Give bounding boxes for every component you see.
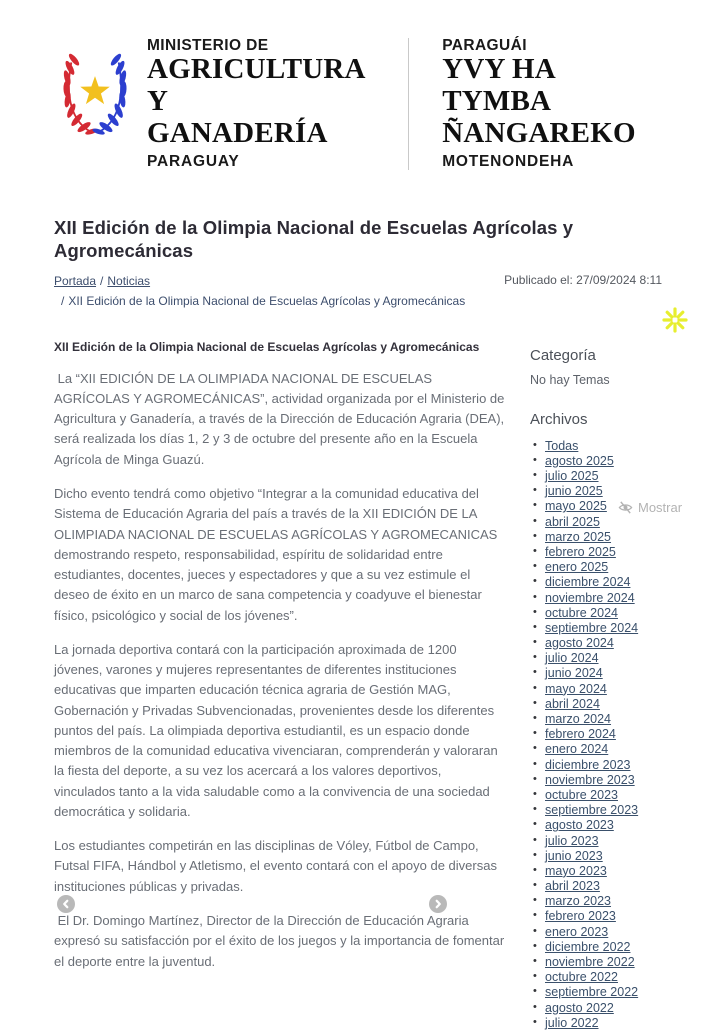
- archive-item: [545, 681, 689, 696]
- archive-item: [545, 590, 689, 605]
- breadcrumb: [54, 272, 465, 310]
- archive-link[interactable]: junio 2024: [545, 666, 603, 681]
- article: [54, 340, 506, 1030]
- archive-link[interactable]: marzo 2023: [545, 894, 612, 909]
- breadcrumb-current: XII Edición de la Olimpia Nacional de Escuelas Agrícolas y Agromecánicas: [68, 293, 466, 308]
- archive-link[interactable]: octubre 2024: [545, 605, 618, 620]
- brand-name-gn-line1: YVY HA TYMBA: [442, 53, 555, 117]
- archive-item: [545, 848, 689, 863]
- archive-link[interactable]: septiembre 2022: [545, 985, 639, 1000]
- page-title: XII Edición de la Olimpia Nacional de Escuelas Agrícolas y Agromecánicas: [54, 216, 574, 261]
- archive-item: [545, 574, 689, 589]
- brand-footer-es: PARAGUAY: [147, 152, 240, 170]
- archive-item: [545, 605, 689, 620]
- article-paragraph: Los estudiantes competirán en las disciplinas de Vóley, Fútbol de Campo, Futsal FIFA, Hándbol y Atletismo, el evento contará con el apoyo de diversas instituciones públicas y privadas.: [54, 838, 497, 894]
- archive-link[interactable]: mayo 2023: [545, 863, 607, 878]
- archive-item: [545, 726, 689, 741]
- brand-name-es-line2: GANADERÍA: [147, 116, 328, 149]
- archive-item: [545, 650, 689, 665]
- brand-kicker-es: MINISTERIO DE: [147, 37, 269, 54]
- chevron-right-icon: [433, 899, 443, 909]
- archive-link[interactable]: abril 2023: [545, 879, 600, 894]
- archive-link[interactable]: agosto 2023: [545, 818, 614, 833]
- archive-item: [545, 1015, 689, 1030]
- archive-item: [545, 939, 689, 954]
- archive-link[interactable]: agosto 2024: [545, 636, 614, 651]
- article-heading: XII Edición de la Olimpia Nacional de Escuelas Agrícolas y Agromecánicas: [54, 339, 480, 354]
- breadcrumb-line2: [54, 292, 465, 310]
- archive-link[interactable]: julio 2022: [545, 1015, 599, 1030]
- breadcrumb-line1: [54, 272, 465, 290]
- archive-link[interactable]: octubre 2023: [545, 787, 618, 802]
- archive-item: [545, 984, 689, 999]
- archive-item: [545, 878, 689, 893]
- archive-item: [545, 893, 689, 908]
- eye-off-icon: [618, 500, 633, 515]
- archive-link[interactable]: octubre 2022: [545, 970, 618, 985]
- archive-link[interactable]: marzo 2025: [545, 529, 612, 544]
- article-paragraph: La jornada deportiva contará con la participación aproximada de 1200 jóvenes, varones y mujeres representantes de diferentes instituciones educativas que imparten educación técnica agraria de Gestión MAG, Gobernación y Privadas Subvencionadas, provenientes desde los diferentes puntos del país. La olimpiada deportiva estudiantil, es un espacio donde miembros de la comunidad educativa vivenciaran, comprenderán y valoraran la fiesta del deporte, a su vez los acercará a los valores deportivos, vinculados tanto a la vida saludable como a la convivencia de una sociedad democrática y solidaria.: [54, 641, 498, 819]
- archives-title: Archivos: [530, 410, 588, 428]
- archive-item: [545, 817, 689, 832]
- archive-link[interactable]: julio 2025: [545, 469, 599, 484]
- archive-link[interactable]: diciembre 2022: [545, 939, 631, 954]
- article-paragraph: La “XII EDICIÓN DE LA OLIMPIADA NACIONAL DE ESCUELAS AGRÍCOLAS Y AGROMECÁNICAS”, actividad organizada por el Ministerio de Agricultura y Ganadería, a través de la Dirección de Educación Agraria (DEA), será realizada los días 1, 2 y 3 de octubre del presente año en la Escuela Agrícola de Minga Guazú.: [54, 370, 505, 467]
- archive-item: [545, 483, 689, 498]
- carousel-prev-button[interactable]: [57, 895, 75, 913]
- archive-item: [545, 711, 689, 726]
- archive-item: [545, 620, 689, 635]
- archive-item: [545, 438, 689, 453]
- archive-item: [545, 559, 689, 574]
- brand-kicker-gn: PARAGUÁI: [442, 37, 527, 54]
- archives-list: [530, 438, 689, 1030]
- archive-item: [545, 924, 689, 939]
- category-title: Categoría: [530, 346, 596, 364]
- archive-link[interactable]: julio 2023: [545, 833, 599, 848]
- archive-link[interactable]: febrero 2025: [545, 544, 616, 559]
- archive-link[interactable]: Todas: [545, 438, 579, 453]
- breadcrumb-separator: /: [100, 273, 104, 288]
- brand-spanish: [147, 36, 388, 170]
- mostrar-toggle[interactable]: [616, 499, 684, 516]
- asterisk-icon: [662, 307, 688, 333]
- archive-item: [545, 665, 689, 680]
- wreath-logo-svg: [54, 36, 136, 138]
- main-content: [54, 340, 689, 1030]
- archive-link[interactable]: enero 2025: [545, 560, 609, 575]
- mostrar-label: Mostrar: [638, 500, 683, 515]
- archive-item: [545, 468, 689, 483]
- archive-item: [545, 954, 689, 969]
- archive-link[interactable]: marzo 2024: [545, 712, 612, 727]
- brand-footer-gn: MOTENONDEHA: [442, 152, 575, 170]
- meta-row: [54, 272, 662, 310]
- published-date: Publicado el: 27/09/2024 8:11: [504, 272, 662, 287]
- archive-link[interactable]: julio 2024: [545, 651, 599, 666]
- brand-name-es-line1: AGRICULTURA Y: [147, 53, 365, 117]
- archive-item: [545, 908, 689, 923]
- archive-link[interactable]: agosto 2022: [545, 1000, 614, 1015]
- archive-item: [545, 969, 689, 984]
- chevron-left-icon: [61, 899, 71, 909]
- site-header: [0, 0, 707, 170]
- archive-link[interactable]: noviembre 2024: [545, 590, 635, 605]
- article-paragraph: Dicho evento tendrá como objetivo “Integrar a la comunidad educativa del Sistema de Educación Agraria del país a través de la XII EDICIÓN DE LA OLIMPIADA NACIONAL DE ESCUELAS AGRÍCOLAS Y AGROMECANICAS demostrando respeto, responsabilidad, espíritu de solidaridad entre estudiantes, docentes, jueces y espectadores y que a su vez estimule el deseo de éxito en un marco de sana competencia y coadyuve el bienestar físico, psicológico y social de los jóvenes”.: [54, 485, 498, 623]
- breadcrumb-home-link[interactable]: Portada: [54, 273, 97, 288]
- archive-item: [545, 772, 689, 787]
- archive-item: [545, 863, 689, 878]
- archive-link[interactable]: junio 2023: [545, 848, 603, 863]
- archive-item: [545, 696, 689, 711]
- archive-item: [545, 787, 689, 802]
- archive-link[interactable]: mayo 2024: [545, 681, 607, 696]
- star-icon: [80, 76, 110, 104]
- archive-item: [545, 1000, 689, 1015]
- archive-item: [545, 529, 689, 544]
- carousel-next-button[interactable]: [429, 895, 447, 913]
- archive-item: [545, 544, 689, 559]
- archive-link[interactable]: febrero 2024: [545, 727, 616, 742]
- archive-link[interactable]: diciembre 2024: [545, 575, 631, 590]
- archive-link[interactable]: enero 2024: [545, 742, 609, 757]
- breadcrumb-separator2: /: [61, 293, 65, 308]
- brand-name-gn-line2: ÑANGAREKO: [442, 116, 636, 149]
- archive-link[interactable]: agosto 2025: [545, 453, 614, 468]
- archive-link[interactable]: abril 2024: [545, 696, 600, 711]
- archive-link[interactable]: junio 2025: [545, 484, 603, 499]
- archive-item: [545, 635, 689, 650]
- archive-link[interactable]: mayo 2025: [545, 499, 607, 514]
- archive-link[interactable]: septiembre 2024: [545, 620, 639, 635]
- archive-item: [545, 453, 689, 468]
- archive-link[interactable]: diciembre 2023: [545, 757, 631, 772]
- category-empty-text: No hay Temas: [530, 372, 610, 387]
- archive-item: [545, 741, 689, 756]
- archive-link[interactable]: abril 2025: [545, 514, 600, 529]
- archive-link[interactable]: noviembre 2022: [545, 955, 635, 970]
- archive-item: [545, 802, 689, 817]
- archive-item: [545, 833, 689, 848]
- brand-guarani: [442, 36, 667, 170]
- archive-link[interactable]: febrero 2023: [545, 909, 616, 924]
- header-divider: [408, 38, 409, 170]
- archive-item: [545, 757, 689, 772]
- breadcrumb-section-link[interactable]: Noticias: [107, 273, 151, 288]
- article-body: [54, 369, 506, 972]
- archive-link[interactable]: septiembre 2023: [545, 803, 639, 818]
- article-paragraph: El Dr. Domingo Martínez, Director de la Dirección de Educación Agraria expresó su satisfacción por el éxito de los juegos y la importancia de fomentar el deporte entre la juventud.: [54, 913, 505, 969]
- sidebar: [530, 340, 689, 1030]
- paraguay-wreath-logo: [54, 36, 136, 138]
- archive-link[interactable]: enero 2023: [545, 924, 609, 939]
- archive-link[interactable]: noviembre 2023: [545, 772, 635, 787]
